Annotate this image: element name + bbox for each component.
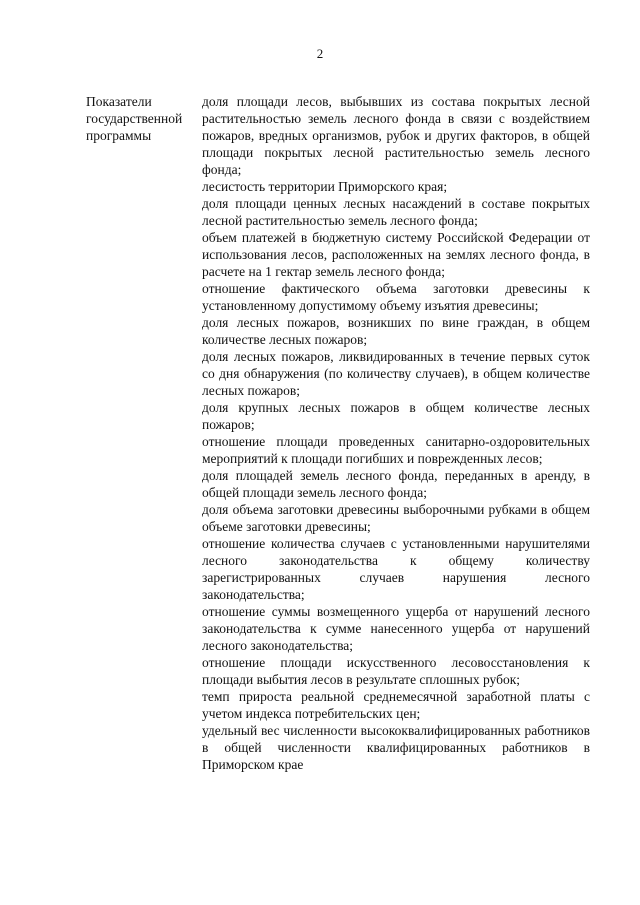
indicator-item: доля крупных лесных пожаров в общем количестве лесных пожаров; <box>202 400 590 432</box>
indicator-item: отношение площади проведенных санитарно-оздоровительных мероприятий к площади погибших и поврежденных лесов; <box>202 434 590 466</box>
indicator-item: отношение количества случаев с установленными нарушителями лесного законодательства к общему количеству зарегистрированных случаев нарушения лесного законодательства; <box>202 536 590 602</box>
indicator-item: доля объема заготовки древесины выборочными рубками в общем объеме заготовки древесины; <box>202 502 590 534</box>
indicator-item: удельный вес численности высококвалифицированных работников в общей численности квалифицированных работников в Приморском крае <box>202 723 590 772</box>
indicator-item: объем платежей в бюджетную систему Российской Федерации от использования лесов, расположенных на землях лесного фонда, в расчете на 1 гектар земель лесного фонда; <box>202 230 590 279</box>
indicator-item: доля лесных пожаров, ликвидированных в течение первых суток со дня обнаружения (по количеству случаев), в общем количестве лесных пожаров; <box>202 349 590 398</box>
indicator-item: доля площади ценных лесных насаждений в составе покрытых лесной растительностью земель лесного фонда; <box>202 196 590 228</box>
row-label-line: программы <box>86 128 152 143</box>
indicator-item: доля площадей земель лесного фонда, переданных в аренду, в общей площади земель лесного фонда; <box>202 468 590 500</box>
indicator-item: отношение суммы возмещенного ущерба от нарушений лесного законодательства к сумме нанесенного ущерба от нарушений лесного законодательства; <box>202 604 590 653</box>
indicator-list <box>202 93 590 773</box>
indicator-item: доля площади лесов, выбывших из состава покрытых лесной растительностью земель лесного фонда в связи с воздействием пожаров, вредных организмов, рубок и других факторов, в общей площади покрытых лесной растительностью земель лесного фонда; <box>202 94 590 177</box>
row-label <box>86 93 202 773</box>
indicators-row <box>86 93 590 773</box>
page-number: 2 <box>316 46 324 61</box>
indicator-item: лесистость территории Приморского края; <box>202 179 448 194</box>
indicator-item: отношение фактического объема заготовки древесины к установленному допустимому объему изъятия древесины; <box>202 281 590 313</box>
indicator-item: доля лесных пожаров, возникших по вине граждан, в общем количестве лесных пожаров; <box>202 315 590 347</box>
indicator-item: отношение площади искусственного лесовосстановления к площади выбытия лесов в результате сплошных рубок; <box>202 655 590 687</box>
row-label-line: государственной <box>86 111 183 126</box>
row-label-line: Показатели <box>86 94 152 109</box>
indicator-item: темп прироста реальной среднемесячной заработной платы с учетом индекса потребительских цен; <box>202 689 590 721</box>
